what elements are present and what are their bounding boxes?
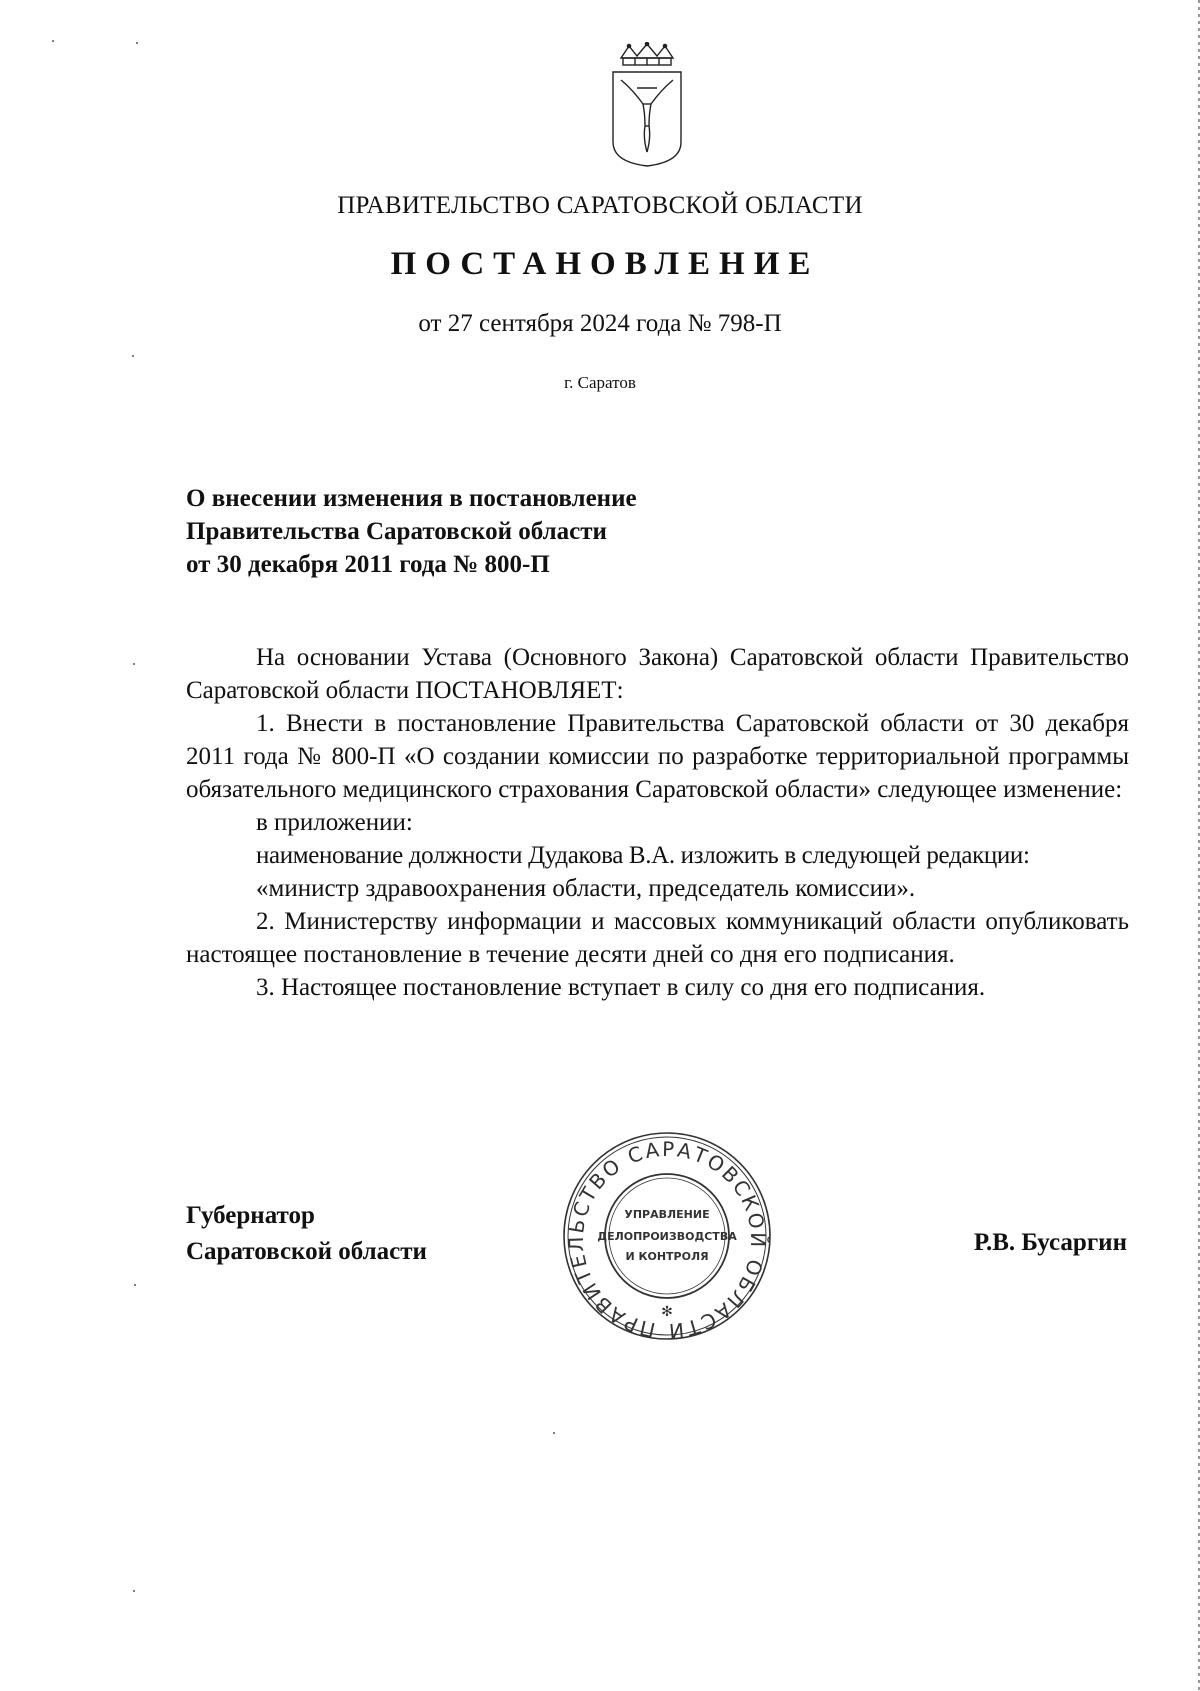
document-body [186, 641, 1129, 1004]
scan-speck [132, 355, 134, 357]
signatory-name: Р.В. Бусаргин [973, 1229, 1127, 1256]
item-1-subline: в приложении: [256, 809, 413, 836]
scan-speck [133, 1590, 135, 1592]
official-stamp [558, 1130, 776, 1342]
item-1-subline: «министр здравоохранения области, председатель комиссии». [256, 875, 916, 902]
stamp-outer-text: ПРАВИТЕЛЬСТВО САРАТОВСКОЙ ОБЛАСТИ [563, 1136, 771, 1342]
item-3-paragraph: 3. Настоящее постановление вступает в силу со дня его подписания. [256, 974, 986, 1001]
subject-line: от 30 декабря 2011 года № 800-П [186, 551, 550, 578]
subject-line: О внесении изменения в постановление [186, 485, 637, 512]
scan-speck [133, 663, 135, 665]
item-1-subline: наименование должности Дудакова В.А. изложить в следующей редакции: [256, 842, 1030, 869]
scan-speck [134, 1284, 136, 1286]
signatory-title-line: Саратовской области [186, 1238, 427, 1265]
coat-of-arms-emblem [607, 42, 687, 170]
stamp-inner-line: И КОНТРОЛЯ [625, 1250, 709, 1263]
item-2-paragraph: 2. Министерству информации и массовых коммуникаций области опубликовать настоящее постановление в течение десяти дней со дня его подписания. [186, 908, 1129, 968]
document-city: г. Саратов [564, 373, 636, 392]
subject-line: Правительства Саратовской области [186, 518, 607, 545]
scan-speck [553, 1432, 555, 1434]
document-type-title: ПОСТАНОВЛЕНИЕ [390, 246, 820, 282]
signatory-title [186, 1198, 427, 1270]
scan-speck [52, 40, 54, 42]
signatory-title-line: Губернатор [186, 1202, 315, 1229]
scan-speck [136, 42, 138, 44]
document-subject [186, 482, 886, 581]
document-date-number: от 27 сентября 2024 года № 798-П [418, 310, 782, 337]
preamble-paragraph: На основании Устава (Основного Закона) Саратовской области Правительство Саратовской области ПОСТАНОВЛЯЕТ: [186, 644, 1129, 704]
svg-text:✻: ✻ [661, 1304, 673, 1320]
item-1-paragraph: 1. Внести в постановление Правительства Саратовской области от 30 декабря 2011 года № 800-П «О создании комиссии по разработке территориальной программы обязательного медицинского страхования Саратовской области» следующее изменение: [186, 710, 1129, 803]
stamp-inner-line: ДЕЛОПРОИЗВОДСТВА [597, 1230, 737, 1243]
authority-heading: ПРАВИТЕЛЬСТВО САРАТОВСКОЙ ОБЛАСТИ [337, 192, 863, 219]
stamp-inner-line: УПРАВЛЕНИЕ [624, 1208, 710, 1221]
